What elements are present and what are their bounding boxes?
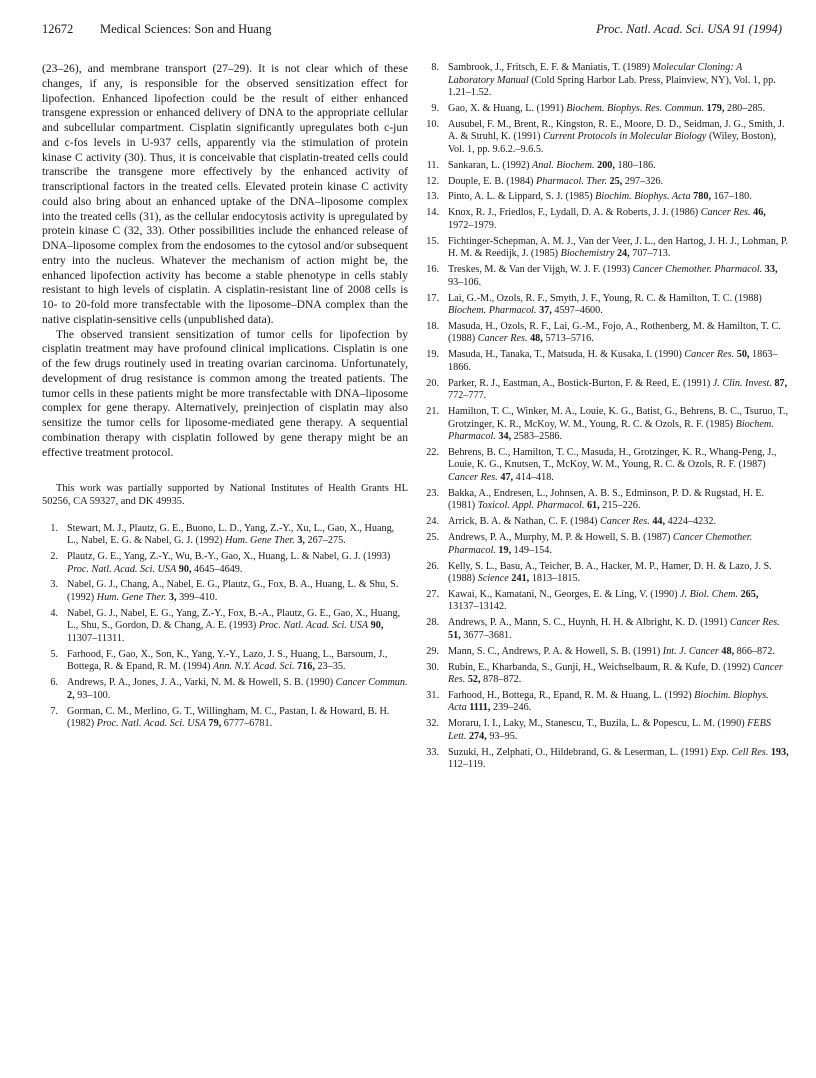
- body-paragraph-1: (23–26), and membrane transport (27–29). It is not clear which of these changes, if any, is responsible for the observed sensitization effect for lipofection. Enhanced lipofection could be the result of either enhanced transgene expression or enhanced delivery of DNA to the appropriate cellular and subcellular compartment. Cisplatin significantly upregulates both c-jun and c-fos levels in U-937 cells, apparently via the stimulation of protein kinase C activity (30). Thus, it is conceivable that cisplatin-treated cells could transcribe the transgene more effectively by the enhanced activity of transcriptional factors in the treated cells. Elevated protein kinase C activity could also bring about an enhanced uptake of the DNA–liposome complex into the treated cells (31), as the cellular endocytosis activity is upregulated by protein kinase C (32, 33). Other possibilities include the enhanced release of DNA–liposome complex from the endosomes to the cytosol and/or subsequent entry into the nucleus. Whatever the mechanism of action might be, the enhanced lipofection activity has become a stable phenotype in cells stably resistant to high levels of cisplatin. A cisplatin-resistant line of 2008 cells is 10- to 20-fold more transfectable with the liposome–DNA complex than the native cisplatin-sensitive cells (unpublished data).: [42, 62, 408, 326]
- reference-item: 3. Nabel, G. J., Chang, A., Nabel, E. G., Plautz, G., Fox, B. A., Huang, L. & Shu, S. (1992) Hum. Gene Ther. 3, 399–410.: [50, 579, 399, 603]
- reference-item: 26. Kelly, S. L., Basu, A., Teicher, B. A., Hacker, M. P., Hamer, D. H. & Lazo, J. S. (1988) Science 241, 1813–1815.: [426, 560, 772, 585]
- reference-item: 9. Gao, X. & Huang, L. (1991) Biochem. Biophys. Res. Commun. 179, 280–285.: [431, 102, 766, 114]
- right-column: [423, 62, 789, 775]
- journal-citation: Proc. Natl. Acad. Sci. USA 91 (1994): [596, 22, 782, 36]
- reference-item: 10. Ausubel, F. M., Brent, R., Kingston, R. E., Moore, D. D., Seidman, J. G., Smith, J. A. & Struhl, K. (1991) Current Protocols in Molecular Biology (Wiley, Boston), Vol. 1, pp. 9.6.2.–9.6.5.: [426, 118, 785, 155]
- reference-item: 13. Pinto, A. L. & Lippard, S. J. (1985) Biochim. Biophys. Acta 780, 167–180.: [426, 191, 752, 203]
- reference-item: 32. Moraru, I. I., Laky, M., Stanescu, T., Buzila, L. & Popescu, L. M. (1990) FEBS Lett. 274, 93–95.: [426, 718, 771, 742]
- reference-item: 18. Masuda, H., Ozols, R. F., Lai, G.-M., Fojo, A., Rothenberg, M. & Hamilton, T. C. (1988) Cancer Res. 48, 5713–5716.: [426, 320, 781, 345]
- reference-item: 5. Farhood, F., Gao, X., Son, K., Yang, Y.-Y., Lazo, J. S., Huang, L., Barsoum, J., Bottega, R. & Epand, R. M. (1994) Ann. N.Y. Acad. Sci. 716, 23–35.: [50, 648, 388, 673]
- reference-item: 12. Douple, E. B. (1984) Pharmacol. Ther. 25, 297–326.: [426, 175, 664, 187]
- reference-item: 31. Farhood, H., Bottega, R., Epand, R. M. & Huang, L. (1992) Biochim. Biophys. Acta 1111, 239–246.: [426, 689, 769, 714]
- reference-item: 4. Nabel, G. J., Nabel, E. G., Yang, Z.-Y., Fox, B.-A., Plautz, G. E., Gao, X., Huang, L., Shu, S., Gordon, D. & Chang, A. E. (1993) Proc. Natl. Acad. Sci. USA 90, 11307–11311.: [50, 607, 401, 644]
- reference-item: 23. Bakka, A., Endresen, L., Johnsen, A. B. S., Edminson, P. D. & Rugstad, H. E. (1981) Toxicol. Appl. Pharmacol. 61, 215–226.: [426, 487, 765, 512]
- reference-item: 1. Stewart, M. J., Plautz, G. E., Buono, L. D., Yang, Z.-Y., Xu, L., Gao, X., Huang, L., Nabel, E. G. & Nabel, G. J. (1992) Hum. Gene Ther. 3, 267–275.: [50, 522, 395, 547]
- reference-item: 14. Knox, R. J., Friedlos, F., Lydall, D. A. & Roberts, J. J. (1986) Cancer Res. 46, 1972–1979.: [426, 207, 766, 231]
- reference-item: 6. Andrews, P. A., Jones, J. A., Varki, N. M. & Howell, S. B. (1990) Cancer Commun. 2, 93–100.: [50, 677, 408, 701]
- reference-item: 8. Sambrook, J., Fritsch, E. F. & Maniatis, T. (1989) Molecular Cloning: A Laboratory Manual (Cold Spring Harbor Lab. Press, Plainview, NY), Vol. 1, pp. 1.21–1.52.: [431, 62, 776, 98]
- reference-item: 30. Rubin, E., Kharbanda, S., Gunji, H., Weichselbaum, R. & Kufe, D. (1992) Cancer Res. 52, 878–872.: [426, 661, 783, 686]
- reference-item: 19. Masuda, H., Tanaka, T., Matsuda, H. & Kusaka, I. (1990) Cancer Res. 50, 1863–1866.: [426, 349, 778, 373]
- reference-item: 16. Treskes, M. & Van der Vijgh, W. J. F. (1993) Cancer Chemother. Pharmacol. 33, 93–106.: [426, 264, 778, 288]
- running-header: [42, 22, 782, 40]
- reference-item: 27. Kawai, K., Kamatani, N., Georges, E. & Ling, V. (1990) J. Biol. Chem. 265, 13137–13142.: [426, 588, 759, 613]
- reference-item: 21. Hamilton, T. C., Winker, M. A., Louie, K. G., Batist, G., Behrens, B. C., Tsuruo, T., Grotzinger, K. R., McKoy, W. M., Young, R. C. & Ozols, R. F. (1985) Biochem. Pharmacol. 34, 2583–2586.: [426, 406, 789, 443]
- reference-item: 7. Gorman, C. M., Merlino, G. T., Willingham, M. C., Pastan, I. & Howard, B. H. (1982) Proc. Natl. Acad. Sci. USA 79, 6777–6781.: [50, 705, 390, 729]
- reference-list-right: [423, 62, 789, 772]
- reference-item: 29. Mann, S. C., Andrews, P. A. & Howell, S. B. (1991) Int. J. Cancer 48, 866–872.: [426, 645, 775, 657]
- reference-list-left: [42, 523, 408, 731]
- page-number: 12672: [42, 22, 74, 36]
- reference-item: 20. Parker, R. J., Eastman, A., Bostick-Burton, F. & Reed, E. (1991) J. Clin. Invest. 87, 772–777.: [426, 377, 788, 402]
- reference-item: 33. Suzuki, H., Zelphati, O., Hildebrand, G. & Leserman, L. (1991) Exp. Cell Res. 193, 112–119.: [426, 746, 789, 771]
- reference-item: 17. Lai, G.-M., Ozols, R. F., Smyth, J. F., Young, R. C. & Hamilton, T. C. (1988) Biochem. Pharmacol. 37, 4597–4600.: [426, 292, 762, 317]
- body-paragraph-2: The observed transient sensitization of tumor cells for lipofection by cisplatin treatment may have profound clinical implications. Cisplatin is one of the few drugs routinely used in treating ovarian carcinoma. Unfortunately, development of drug resistance is common among the treated patients. The tumor cells in these patients might be more transfectable with DNA–liposome complex for gene therapy. Alternatively, preinjection of cisplatin may also sensitize the tumor cells for liposome-mediated gene therapy. A sequential combination therapy with cisplatin followed by gene therapy might be an effective treatment protocol.: [42, 327, 408, 459]
- left-column: [42, 62, 408, 734]
- reference-item: 28. Andrews, P. A., Mann, S. C., Huynh, H. H. & Albright, K. D. (1991) Cancer Res. 51, 3677–3681.: [426, 617, 780, 641]
- acknowledgment: This work was partially supported by National Institutes of Health Grants HL 50256, CA 59327, and DK 49935.: [42, 483, 408, 508]
- running-head-title: Medical Sciences: Son and Huang: [100, 22, 272, 36]
- reference-item: 25. Andrews, P. A., Murphy, M. P. & Howell, S. B. (1987) Cancer Chemother. Pharmacol. 19, 149–154.: [426, 532, 753, 556]
- reference-item: 11. Sankaran, L. (1992) Anal. Biochem. 200, 180–186.: [426, 159, 656, 171]
- reference-item: 2. Plautz, G. E., Yang, Z.-Y., Wu, B.-Y., Gao, X., Huang, L. & Nabel, G. J. (1993) Proc. Natl. Acad. Sci. USA 90, 4645–4649.: [50, 551, 391, 575]
- reference-item: 24. Arrick, B. A. & Nathan, C. F. (1984) Cancer Res. 44, 4224–4232.: [426, 516, 716, 528]
- reference-item: 15. Fichtinger-Schepman, A. M. J., Van der Veer, J. L., den Hartog, J. H. J., Lohman, P. H. M. & Reedijk, J. (1985) Biochemistry 24, 707–713.: [426, 235, 788, 260]
- reference-item: 22. Behrens, B. C., Hamilton, T. C., Masuda, H., Grotzinger, K. R., Whang-Peng, J., Louie, K. G., Knutsen, T., McKoy, W. M., Young, R. C. & Ozols, R. F. (1987) Cancer Res. 47, 414–418.: [426, 446, 777, 483]
